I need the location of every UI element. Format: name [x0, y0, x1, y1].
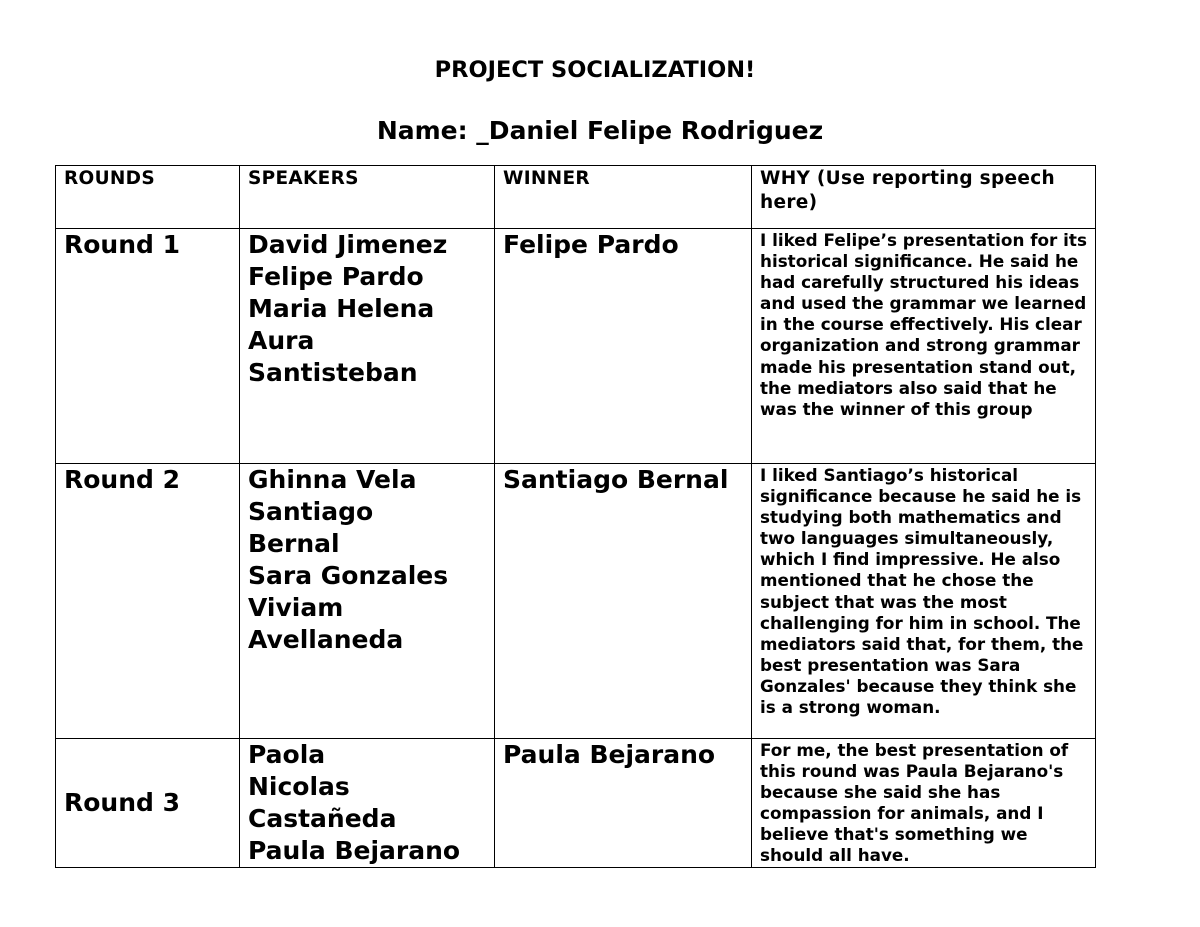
student-name: Name: _Daniel Felipe Rodriguez	[376, 116, 824, 145]
speaker-name: Ghinna Vela	[248, 465, 417, 494]
header-why: WHY (Use reporting speech here)	[752, 166, 1096, 229]
table-row	[56, 739, 1096, 868]
speaker-name: Santiago	[248, 497, 374, 526]
header-speakers: SPEAKERS	[240, 166, 495, 229]
speakers-cell	[240, 464, 495, 739]
header-winner: WINNER	[495, 166, 752, 229]
why-cell: I liked Felipe’s presentation for its historical significance. He said he had carefully structured his ideas and used the grammar we learned in the course effectively. His clear organization and strong grammar made his presentation stand out, the mediators also said that he was the winner of this group	[752, 229, 1096, 464]
speaker-name: Avellaneda	[248, 625, 404, 654]
speaker-name: Felipe Pardo	[248, 262, 424, 291]
round-label: Round 1	[56, 229, 240, 464]
speaker-name: Santisteban	[248, 358, 418, 387]
winner-cell: Felipe Pardo	[495, 229, 752, 464]
table-header-row	[56, 166, 1096, 229]
speaker-name: Nicolas	[248, 772, 350, 801]
speaker-name: David Jimenez	[248, 230, 448, 259]
table-row	[56, 464, 1096, 739]
winner-cell: Paula Bejarano	[495, 739, 752, 868]
winner-cell: Santiago Bernal	[495, 464, 752, 739]
document-title: PROJECT SOCIALIZATION!	[434, 57, 756, 83]
speaker-name: Maria Helena	[248, 294, 435, 323]
rounds-table	[55, 165, 1096, 868]
table-row	[56, 229, 1096, 464]
speaker-name: Paula Bejarano	[248, 836, 461, 865]
speaker-name: Viviam	[248, 593, 344, 622]
why-cell: For me, the best presentation of this round was Paula Bejarano's because she said she has compassion for animals, and I believe that's something we should all have.	[752, 739, 1096, 868]
round-label: Round 3	[56, 739, 240, 868]
speaker-name: Paola	[248, 740, 326, 769]
speakers-cell	[240, 229, 495, 464]
speaker-name: Aura	[248, 326, 315, 355]
speaker-name: Sara Gonzales	[248, 561, 449, 590]
speaker-name: Castañeda	[248, 804, 397, 833]
round-label: Round 2	[56, 464, 240, 739]
speaker-name: Bernal	[248, 529, 340, 558]
why-cell: I liked Santiago’s historical significance because he said he is studying both mathematics and two languages simultaneously, which I find impressive. He also mentioned that he chose the subject that was the most challenging for him in school. The mediators said that, for them, the best presentation was Sara Gonzales' because they think she is a strong woman.	[752, 464, 1096, 739]
speakers-cell	[240, 739, 495, 868]
header-rounds: ROUNDS	[56, 166, 240, 229]
